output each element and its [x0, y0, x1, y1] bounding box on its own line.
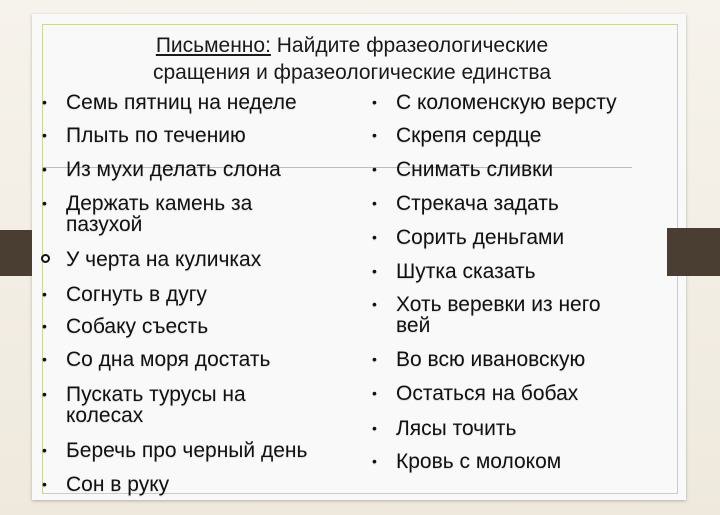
list-item-text: Пускать турусы на [66, 383, 246, 406]
list-item-text: колесах [66, 404, 144, 427]
list-item-text: Семь пятниц на неделе [66, 91, 297, 114]
title-line2: сращения и фразеологические единства [153, 61, 551, 84]
bullet-dot-icon: • [372, 351, 377, 367]
list-item [372, 293, 601, 316]
list-item [42, 124, 246, 147]
bullet-dot-icon: • [372, 453, 377, 469]
list-item [372, 192, 559, 215]
list-item [372, 417, 517, 440]
bullet-dot-icon: • [372, 385, 377, 401]
list-item-text: Стрекача задать [396, 192, 559, 215]
bullet-dot-icon: • [372, 420, 377, 436]
bullet-dot-icon: • [372, 161, 377, 177]
list-item [42, 283, 207, 306]
bullet-dot-icon: • [372, 94, 377, 110]
bullet-dot-icon: • [42, 127, 47, 143]
bullet-dot-icon: • [372, 296, 377, 312]
list-item-text: Скрепя сердце [396, 124, 542, 147]
list-item [372, 382, 579, 405]
list-item [42, 473, 170, 496]
list-item [42, 383, 246, 406]
list-item-text: пазухой [66, 213, 143, 236]
list-item-text: Сорить деньгами [396, 226, 565, 249]
bullet-dot-icon: • [42, 442, 47, 458]
list-item-continuation [396, 315, 430, 336]
list-item-text: вей [396, 314, 431, 337]
list-item [42, 158, 281, 181]
bullet-circle-icon [41, 254, 50, 263]
list-item-text: Со дна моря достать [66, 348, 271, 371]
list-item-continuation [66, 214, 142, 235]
list-item [372, 124, 542, 147]
slide-title [52, 32, 652, 86]
list-item-text: Шутка сказать [396, 260, 536, 283]
bullet-dot-icon: • [42, 386, 47, 402]
list-item-text: Держать камень за [66, 192, 253, 215]
list-item-text: Плыть по течению [66, 124, 246, 147]
list-item [372, 348, 586, 371]
list-item [372, 91, 617, 114]
bullet-dot-icon: • [42, 161, 47, 177]
bullet-dot-icon: • [42, 286, 47, 302]
list-item-text: Остаться на бобах [396, 382, 579, 405]
list-item [42, 192, 253, 215]
list-item-text: Лясы точить [396, 417, 517, 440]
list-item [42, 439, 308, 462]
list-item [372, 158, 554, 181]
list-item-text: Хоть веревки из него [396, 293, 601, 316]
bullet-dot-icon: • [372, 127, 377, 143]
list-item-text: Снимать сливки [396, 158, 554, 181]
bullet-dot-icon: • [42, 351, 47, 367]
list-item-text: Беречь про черный день [66, 439, 308, 462]
list-item-text: Во всю ивановскую [396, 348, 586, 371]
list-item [372, 260, 536, 283]
list-item-continuation [66, 405, 143, 426]
list-item [66, 249, 261, 270]
bullet-dot-icon: • [372, 195, 377, 211]
list-item [42, 315, 209, 338]
bullet-dot-icon: • [42, 94, 47, 110]
list-item [42, 348, 271, 371]
list-item-text: Сон в руку [66, 473, 170, 496]
bullet-dot-icon: • [372, 263, 377, 279]
title-rest: Найдите фразеологические [270, 34, 549, 57]
bullet-dot-icon: • [42, 195, 47, 211]
left-tab-decoration [0, 230, 32, 276]
list-item-text: Согнуть в дугу [66, 283, 207, 306]
bullet-dot-icon: • [372, 229, 377, 245]
list-item-text: Кровь с молоком [396, 450, 562, 473]
list-item [42, 91, 297, 114]
title-lead: Письменно: [155, 34, 271, 57]
list-item-text: Собаку съесть [66, 315, 209, 338]
right-tab-decoration [667, 228, 720, 276]
list-item-text: Из мухи делать слона [66, 158, 281, 181]
list-item [372, 450, 562, 473]
list-item-text: С коломенскую версту [396, 91, 617, 114]
bullet-dot-icon: • [42, 318, 47, 334]
bullet-dot-icon: • [42, 476, 47, 492]
list-item [372, 226, 565, 249]
list-item-text: У черта на куличках [66, 248, 262, 271]
